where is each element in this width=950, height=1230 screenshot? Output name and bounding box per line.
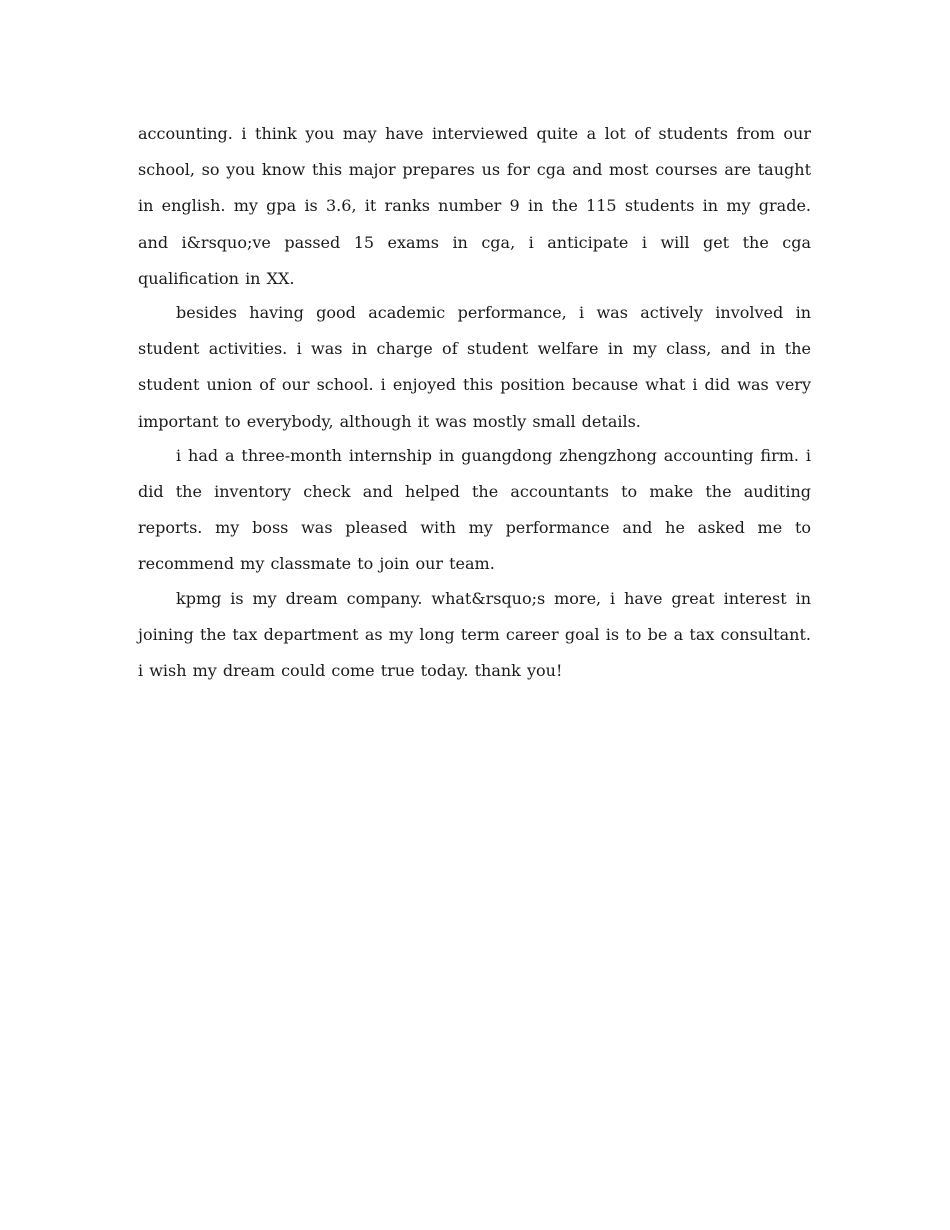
paragraph-internship: i had a three-month internship in guangdong zhengzhong accounting firm. i did the inventory check and helped the accountants to make the auditing reports. my boss was pleased with my performance and he asked me to recommend my classmate to join our team. <box>138 445 811 574</box>
paragraph-career-goal: kpmg is my dream company. what&rsquo;s more, i have great interest in joining the tax department as my long term career goal is to be a tax consultant. i wish my dream could come true today. thank you! <box>138 588 811 681</box>
paragraph-academic-background: accounting. i think you may have interviewed quite a lot of students from our school, so you know this major prepares us for cga and most courses are taught in english. my gpa is 3.6, it ranks number 9 in the 115 students in my grade. and i&rsquo;ve passed 15 exams in cga, i anticipate i will get the cga qualification in XX. <box>138 124 811 288</box>
paragraph-student-activities: besides having good academic performance, i was actively involved in student activities. i was in charge of student welfare in my class, and in the student union of our school. i enjoyed this position because what i did was very important to everybody, although it was mostly small details. <box>138 303 811 431</box>
document-body <box>138 116 811 689</box>
